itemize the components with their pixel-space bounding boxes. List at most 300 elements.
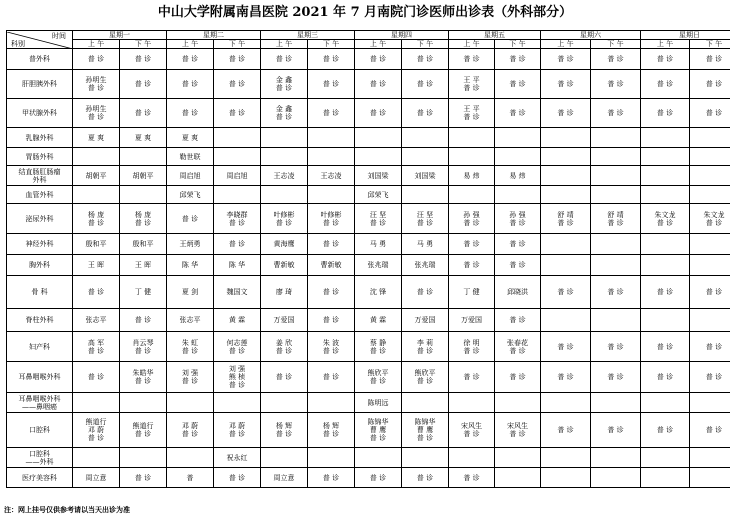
schedule-cell [641, 186, 690, 204]
schedule-cell: 邱荣飞 [167, 186, 214, 204]
day-header: 星期六 [541, 31, 641, 40]
schedule-cell [541, 468, 591, 488]
schedule-cell: 刘 强 熊 桢 普 诊 [214, 362, 261, 393]
schedule-cell: 张兆瑞 [355, 255, 402, 276]
schedule-cell: 何志莲 普 诊 [214, 332, 261, 362]
schedule-cell: 孙 强 普 诊 [495, 204, 541, 234]
afternoon-header: 下 午 [214, 40, 261, 49]
table-row [7, 234, 730, 255]
day-header: 星期三 [261, 31, 355, 40]
schedule-cell [402, 148, 449, 166]
schedule-cell [449, 448, 495, 468]
schedule-cell [355, 128, 402, 148]
table-row [7, 49, 730, 70]
schedule-cell [73, 148, 120, 166]
schedule-cell [449, 393, 495, 413]
schedule-cell [690, 255, 730, 276]
schedule-cell [495, 448, 541, 468]
schedule-cell: 普 诊 [355, 49, 402, 70]
schedule-cell [402, 186, 449, 204]
schedule-cell [261, 393, 308, 413]
schedule-cell: 普 诊 [541, 362, 591, 393]
table-row [7, 186, 730, 204]
schedule-cell [214, 128, 261, 148]
schedule-cell: 廖 琦 [261, 276, 308, 309]
schedule-cell: 普 诊 [591, 70, 641, 99]
schedule-cell: 李晓群 普 诊 [214, 204, 261, 234]
schedule-cell [449, 128, 495, 148]
schedule-cell: 普 诊 [641, 332, 690, 362]
schedule-cell [591, 393, 641, 413]
schedule-cell: 万爱国 [261, 309, 308, 332]
schedule-cell: 夏 爽 [120, 128, 167, 148]
schedule-cell: 普 诊 [308, 234, 355, 255]
department-cell: 妇产科 [7, 332, 73, 362]
schedule-cell: 普 诊 [591, 99, 641, 128]
table-row [7, 70, 730, 99]
department-cell: 泌尿外科 [7, 204, 73, 234]
schedule-cell: 普 诊 [167, 49, 214, 70]
table-row [7, 309, 730, 332]
schedule-cell [120, 148, 167, 166]
schedule-cell [495, 468, 541, 488]
schedule-cell: 夏 剑 [167, 276, 214, 309]
schedule-cell [261, 186, 308, 204]
schedule-cell: 陈 华 [167, 255, 214, 276]
schedule-cell: 普 诊 [214, 49, 261, 70]
corner-header [7, 31, 73, 49]
table-row [7, 255, 730, 276]
schedule-cell: 祝永红 [214, 448, 261, 468]
schedule-cell: 普 诊 [214, 70, 261, 99]
schedule-cell: 普 诊 [120, 99, 167, 128]
schedule-cell: 张志平 [167, 309, 214, 332]
schedule-cell: 黄 霖 [355, 309, 402, 332]
schedule-cell [541, 448, 591, 468]
schedule-cell [641, 393, 690, 413]
schedule-cell: 孙 强 普 诊 [449, 204, 495, 234]
schedule-cell: 黄海鹰 [261, 234, 308, 255]
schedule-cell [641, 468, 690, 488]
morning-header: 上 午 [73, 40, 120, 49]
schedule-cell [690, 186, 730, 204]
schedule-cell: 邓 蔚 普 诊 [214, 413, 261, 448]
schedule-cell: 周启旭 [214, 166, 261, 186]
schedule-cell [690, 448, 730, 468]
department-cell: 甲状腺外科 [7, 99, 73, 128]
schedule-cell [167, 448, 214, 468]
schedule-cell: 叶修彬 普 诊 [308, 204, 355, 234]
day-header: 星期五 [449, 31, 541, 40]
schedule-cell [641, 148, 690, 166]
schedule-cell [541, 166, 591, 186]
schedule-cell: 普 诊 [308, 468, 355, 488]
schedule-cell: 普 诊 [261, 362, 308, 393]
schedule-cell [690, 128, 730, 148]
schedule-cell: 普 诊 [308, 70, 355, 99]
schedule-cell: 汪 坚 普 诊 [355, 204, 402, 234]
schedule-cell [355, 448, 402, 468]
schedule-cell: 普 诊 [449, 49, 495, 70]
department-cell: 胃肠外科 [7, 148, 73, 166]
schedule-cell: 普 诊 [591, 413, 641, 448]
schedule-cell: 黄 霖 [214, 309, 261, 332]
schedule-cell: 蔡 静 普 诊 [355, 332, 402, 362]
schedule-cell: 曹新敏 [261, 255, 308, 276]
department-cell: 结直肠肛肠瘤 外科 [7, 166, 73, 186]
schedule-cell: 叶修彬 普 诊 [261, 204, 308, 234]
schedule-cell: 邱晓洪 [495, 276, 541, 309]
schedule-cell [591, 186, 641, 204]
schedule-cell: 普 诊 [308, 99, 355, 128]
schedule-cell [495, 186, 541, 204]
schedule-cell: 普 诊 [355, 70, 402, 99]
schedule-cell: 普 诊 [690, 70, 730, 99]
schedule-cell: 普 诊 [308, 276, 355, 309]
schedule-cell: 普 诊 [641, 99, 690, 128]
schedule-cell: 普 诊 [641, 362, 690, 393]
morning-header: 上 午 [449, 40, 495, 49]
schedule-cell: 朱 波 普 诊 [308, 332, 355, 362]
schedule-cell: 普 诊 [690, 413, 730, 448]
schedule-cell [541, 234, 591, 255]
footnote: 注：网上挂号仅供参考请以当天出诊为准 [4, 505, 130, 514]
schedule-cell: 普 诊 [402, 49, 449, 70]
schedule-cell [591, 128, 641, 148]
schedule-cell: 普 诊 [402, 276, 449, 309]
schedule-cell [641, 166, 690, 186]
schedule-cell: 普 诊 [591, 276, 641, 309]
schedule-cell [73, 186, 120, 204]
schedule-cell: 张志平 [73, 309, 120, 332]
schedule-cell: 普 诊 [495, 309, 541, 332]
schedule-cell: 殷和平 [120, 234, 167, 255]
day-header: 星期一 [73, 31, 167, 40]
schedule-cell [641, 448, 690, 468]
schedule-cell: 普 诊 [641, 413, 690, 448]
schedule-cell [591, 448, 641, 468]
schedule-cell [541, 255, 591, 276]
schedule-cell [495, 393, 541, 413]
schedule-cell [591, 468, 641, 488]
schedule-cell: 普 诊 [214, 468, 261, 488]
schedule-cell: 魏国文 [214, 276, 261, 309]
schedule-cell: 易 炜 [495, 166, 541, 186]
table-row [7, 204, 730, 234]
schedule-cell: 普 [167, 468, 214, 488]
table-row [7, 393, 730, 413]
schedule-cell [495, 128, 541, 148]
schedule-cell [690, 148, 730, 166]
morning-header: 上 午 [167, 40, 214, 49]
schedule-cell: 张春花 普 诊 [495, 332, 541, 362]
schedule-cell: 王 晖 [120, 255, 167, 276]
schedule-cell [261, 448, 308, 468]
schedule-cell: 普 诊 [541, 413, 591, 448]
schedule-cell: 普 诊 [120, 70, 167, 99]
department-cell: 耳鼻咽喉外科 ——鼻咽癌 [7, 393, 73, 413]
schedule-cell: 普 诊 [690, 332, 730, 362]
schedule-cell: 普 诊 [541, 49, 591, 70]
schedule-cell: 普 诊 [541, 70, 591, 99]
schedule-cell: 胡朝平 [73, 166, 120, 186]
schedule-cell: 普 诊 [449, 255, 495, 276]
schedule-cell: 普 诊 [495, 99, 541, 128]
schedule-cell [308, 148, 355, 166]
schedule-cell [167, 393, 214, 413]
schedule-cell: 普 诊 [308, 362, 355, 393]
schedule-cell: 普 诊 [495, 362, 541, 393]
schedule-cell: 普 诊 [167, 70, 214, 99]
department-cell: 耳鼻咽喉外科 [7, 362, 73, 393]
schedule-cell: 普 诊 [402, 468, 449, 488]
time-label: 时间 [52, 31, 66, 40]
schedule-cell: 汪 坚 普 诊 [402, 204, 449, 234]
schedule-cell [541, 186, 591, 204]
department-cell: 医疗美容科 [7, 468, 73, 488]
schedule-cell [690, 468, 730, 488]
schedule-cell [690, 166, 730, 186]
table-row [7, 99, 730, 128]
department-cell: 胸外科 [7, 255, 73, 276]
schedule-cell: 普 诊 [73, 362, 120, 393]
schedule-cell: 周立意 [261, 468, 308, 488]
table-row [7, 362, 730, 393]
schedule-cell [690, 309, 730, 332]
schedule-cell: 勒世联 [167, 148, 214, 166]
schedule-cell: 普 诊 [495, 49, 541, 70]
schedule-cell: 周启旭 [167, 166, 214, 186]
schedule-cell: 普 诊 [402, 70, 449, 99]
schedule-cell: 朱皓华 普 诊 [120, 362, 167, 393]
schedule-cell: 普 诊 [541, 99, 591, 128]
schedule-cell: 沈 锋 [355, 276, 402, 309]
morning-header: 上 午 [261, 40, 308, 49]
department-cell: 普外科 [7, 49, 73, 70]
schedule-cell: 徐 明 普 诊 [449, 332, 495, 362]
schedule-cell: 普 诊 [167, 99, 214, 128]
department-cell: 乳腺外科 [7, 128, 73, 148]
schedule-cell [591, 166, 641, 186]
schedule-cell: 陈 华 [214, 255, 261, 276]
schedule-cell [541, 393, 591, 413]
schedule-cell: 朱文龙 普 诊 [690, 204, 730, 234]
schedule-cell: 普 诊 [641, 49, 690, 70]
schedule-cell: 杨 辉 普 诊 [308, 413, 355, 448]
schedule-cell: 孙明生 普 诊 [73, 99, 120, 128]
schedule-cell: 普 诊 [214, 234, 261, 255]
schedule-cell: 普 诊 [355, 99, 402, 128]
schedule-cell: 肖云琴 普 诊 [120, 332, 167, 362]
department-cell: 口腔科 [7, 413, 73, 448]
schedule-cell: 夏 爽 [73, 128, 120, 148]
schedule-cell: 丁 健 [449, 276, 495, 309]
department-cell: 骨 科 [7, 276, 73, 309]
dept-label: 科别 [11, 39, 25, 48]
schedule-cell: 普 诊 [73, 276, 120, 309]
schedule-cell: 普 诊 [641, 70, 690, 99]
morning-header: 上 午 [641, 40, 690, 49]
schedule-cell [308, 128, 355, 148]
schedule-cell: 马 勇 [402, 234, 449, 255]
schedule-cell: 普 诊 [690, 99, 730, 128]
schedule-cell: 熊道行 邓 蔚 普 诊 [73, 413, 120, 448]
schedule-cell: 杨 庞 普 诊 [73, 204, 120, 234]
schedule-cell [308, 186, 355, 204]
afternoon-header: 下 午 [495, 40, 541, 49]
schedule-cell [214, 186, 261, 204]
schedule-cell [495, 148, 541, 166]
schedule-cell: 普 诊 [120, 309, 167, 332]
schedule-cell: 熊欣平 普 诊 [402, 362, 449, 393]
schedule-cell: 金 鑫 普 诊 [261, 70, 308, 99]
schedule-cell: 宋风生 普 诊 [495, 413, 541, 448]
schedule-cell: 普 诊 [495, 70, 541, 99]
department-cell: 血管外科 [7, 186, 73, 204]
schedule-cell: 普 诊 [690, 49, 730, 70]
schedule-cell: 普 诊 [120, 468, 167, 488]
table-row [7, 332, 730, 362]
schedule-cell [120, 393, 167, 413]
schedule-cell: 普 诊 [167, 204, 214, 234]
schedule-cell: 王志凌 [308, 166, 355, 186]
schedule-cell [73, 393, 120, 413]
schedule-cell [541, 309, 591, 332]
schedule-cell [591, 309, 641, 332]
schedule-cell: 普 诊 [402, 99, 449, 128]
schedule-cell: 陈锦华 曹 鹰 普 诊 [402, 413, 449, 448]
department-cell: 肝胆胰外科 [7, 70, 73, 99]
schedule-cell: 夏 爽 [167, 128, 214, 148]
schedule-cell: 殷和平 [73, 234, 120, 255]
afternoon-header: 下 午 [402, 40, 449, 49]
schedule-cell [641, 128, 690, 148]
schedule-cell: 孙明生 普 诊 [73, 70, 120, 99]
table-row [7, 166, 730, 186]
schedule-cell [214, 393, 261, 413]
day-header: 星期四 [355, 31, 449, 40]
afternoon-header: 下 午 [120, 40, 167, 49]
schedule-cell [541, 128, 591, 148]
schedule-cell: 张兆瑞 [402, 255, 449, 276]
schedule-cell: 舒 靖 普 诊 [541, 204, 591, 234]
schedule-cell: 陈锦华 曹 鹰 普 诊 [355, 413, 402, 448]
afternoon-header: 下 午 [308, 40, 355, 49]
schedule-cell: 普 诊 [261, 49, 308, 70]
schedule-cell: 杨 庞 普 诊 [120, 204, 167, 234]
table-row [7, 148, 730, 166]
schedule-cell: 刘国梁 [402, 166, 449, 186]
schedule-cell: 普 诊 [308, 309, 355, 332]
schedule-cell [591, 234, 641, 255]
schedule-cell: 普 诊 [541, 332, 591, 362]
schedule-cell: 普 诊 [591, 362, 641, 393]
schedule-cell: 熊欣平 普 诊 [355, 362, 402, 393]
department-cell: 口腔科 ——外科 [7, 448, 73, 468]
department-cell: 神经外科 [7, 234, 73, 255]
schedule-cell: 宋风生 普 诊 [449, 413, 495, 448]
schedule-cell [214, 148, 261, 166]
schedule-table [6, 30, 730, 488]
schedule-cell: 王志凌 [261, 166, 308, 186]
schedule-cell [591, 255, 641, 276]
schedule-cell [641, 234, 690, 255]
schedule-cell: 王 平 普 诊 [449, 99, 495, 128]
schedule-cell: 普 诊 [690, 362, 730, 393]
schedule-cell: 曹新敏 [308, 255, 355, 276]
afternoon-header: 下 午 [591, 40, 641, 49]
schedule-cell [308, 448, 355, 468]
table-row [7, 468, 730, 488]
schedule-cell: 周立意 [73, 468, 120, 488]
schedule-cell: 朱文龙 普 诊 [641, 204, 690, 234]
schedule-cell: 万爱国 [449, 309, 495, 332]
schedule-cell: 高 军 普 诊 [73, 332, 120, 362]
table-row [7, 128, 730, 148]
schedule-cell [355, 148, 402, 166]
schedule-cell: 普 诊 [591, 49, 641, 70]
schedule-cell [690, 393, 730, 413]
schedule-cell: 丁 健 [120, 276, 167, 309]
schedule-cell [261, 148, 308, 166]
schedule-cell: 普 诊 [641, 276, 690, 309]
morning-header: 上 午 [541, 40, 591, 49]
schedule-cell: 金 鑫 普 诊 [261, 99, 308, 128]
schedule-cell [641, 309, 690, 332]
schedule-cell [449, 148, 495, 166]
schedule-cell: 马 勇 [355, 234, 402, 255]
schedule-cell [402, 448, 449, 468]
schedule-cell: 普 诊 [690, 276, 730, 309]
schedule-cell: 普 诊 [541, 276, 591, 309]
table-row [7, 413, 730, 448]
schedule-cell: 普 诊 [308, 49, 355, 70]
schedule-cell: 普 诊 [120, 49, 167, 70]
schedule-cell: 杨 辉 普 诊 [261, 413, 308, 448]
schedule-cell: 李 莉 普 诊 [402, 332, 449, 362]
schedule-cell: 万爱国 [402, 309, 449, 332]
schedule-cell: 舒 靖 普 诊 [591, 204, 641, 234]
day-header: 星期日 [641, 31, 730, 40]
schedule-cell: 王 平 普 诊 [449, 70, 495, 99]
afternoon-header: 下 午 [690, 40, 730, 49]
schedule-cell: 邱荣飞 [355, 186, 402, 204]
schedule-cell: 普 诊 [495, 255, 541, 276]
schedule-cell: 普 诊 [449, 362, 495, 393]
schedule-cell: 刘 强 普 诊 [167, 362, 214, 393]
schedule-cell: 熊道行 普 诊 [120, 413, 167, 448]
schedule-cell: 易 炜 [449, 166, 495, 186]
schedule-cell [308, 393, 355, 413]
schedule-cell: 邓 蔚 普 诊 [167, 413, 214, 448]
schedule-cell [402, 393, 449, 413]
page-title: 中山大学附属南昌医院 2021 年 7 月南院门诊医师出诊表（外科部分） [157, 5, 573, 20]
schedule-cell: 胡朝平 [120, 166, 167, 186]
table-row [7, 276, 730, 309]
schedule-cell [541, 148, 591, 166]
morning-header: 上 午 [355, 40, 402, 49]
schedule-cell: 陈明远 [355, 393, 402, 413]
schedule-cell [402, 128, 449, 148]
schedule-cell: 普 诊 [495, 234, 541, 255]
schedule-cell [120, 186, 167, 204]
schedule-cell: 普 诊 [73, 49, 120, 70]
schedule-cell [120, 448, 167, 468]
schedule-cell: 王炳勇 [167, 234, 214, 255]
schedule-cell: 普 诊 [449, 234, 495, 255]
day-header: 星期二 [167, 31, 261, 40]
schedule-cell [261, 128, 308, 148]
